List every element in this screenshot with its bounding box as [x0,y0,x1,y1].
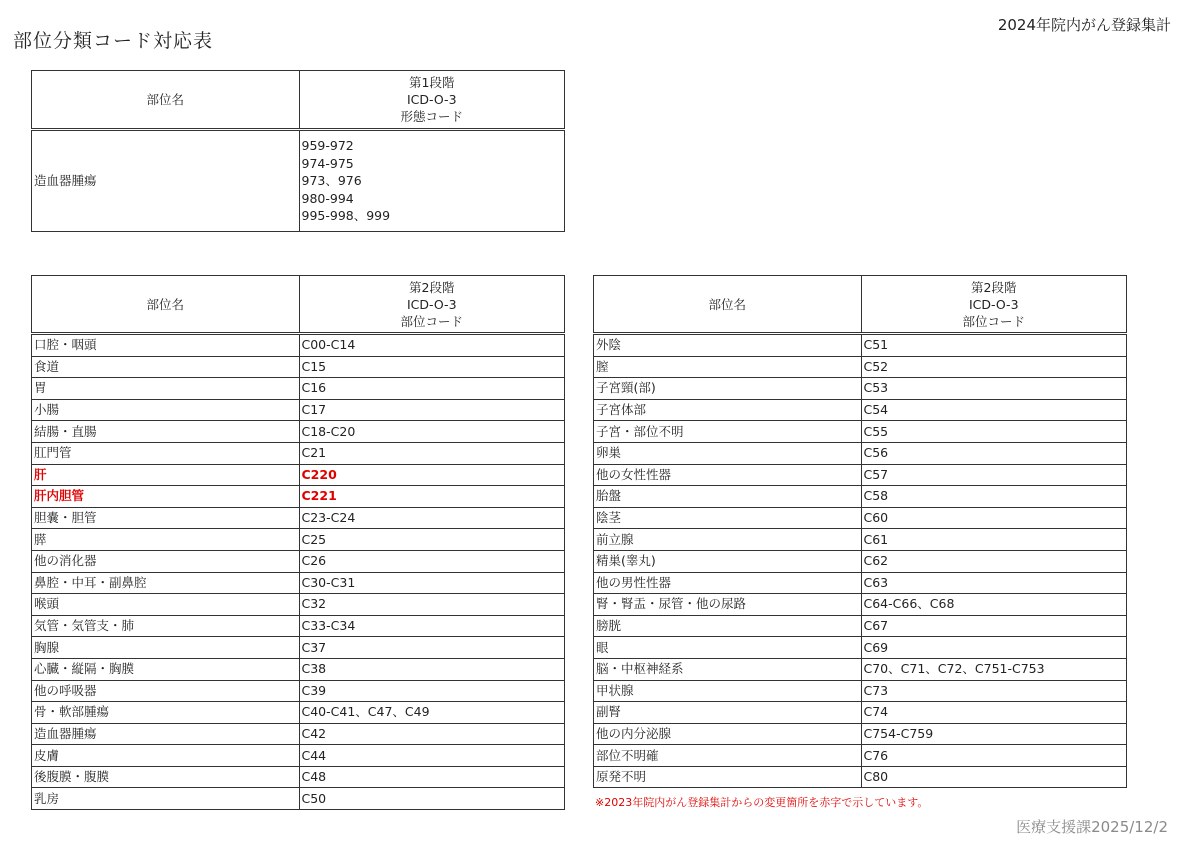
table-row [32,702,565,724]
table-row [594,723,1127,745]
table-row [594,658,1127,680]
site-name-cell: 精巣(睾丸) [594,550,862,572]
table-row [594,356,1127,378]
site-code-cell: C50 [299,788,565,810]
site-code-cell: C37 [299,637,565,659]
site-name-cell: 造血器腫瘍 [32,130,300,232]
site-name-cell: 他の男性性器 [594,572,862,594]
table-row [32,766,565,788]
site-name-cell: 胃 [32,378,300,400]
site-code-cell: C73 [861,680,1127,702]
table-row [594,334,1127,357]
site-name-cell: 小腸 [32,399,300,421]
code-line: 959-972 [301,138,354,154]
site-code-cell: C221 [299,486,565,508]
site-name-cell: 肝内胆管 [32,486,300,508]
table-row [32,130,565,232]
site-code-cell: C57 [861,464,1127,486]
table-row [594,637,1127,659]
site-name-cell: 心臓・縦隔・胸膜 [32,658,300,680]
table-row [32,550,565,572]
site-code-cell: C56 [861,442,1127,464]
site-code-cell: C76 [861,745,1127,767]
site-code-cell: C30-C31 [299,572,565,594]
site-name-cell: 前立腺 [594,529,862,551]
code-line: 980-994 [301,190,354,206]
header-code-line: ICD-O-3 [968,296,1019,312]
header-code-line: 第2段階 [409,279,455,295]
morphology-codes-cell [299,130,565,232]
site-name-cell: 骨・軟部腫瘍 [32,702,300,724]
header-code-line: 部位コード [400,313,463,329]
header-code-line: 部位コード [962,313,1025,329]
header-code [299,71,565,130]
site-name-cell: 眼 [594,637,862,659]
site-name-cell: 他の女性性器 [594,464,862,486]
site-code-cell: C63 [861,572,1127,594]
table-row [594,507,1127,529]
site-name-cell: 子宮頸(部) [594,378,862,400]
site-code-cell: C55 [861,421,1127,443]
table-row [594,442,1127,464]
table-row [594,550,1127,572]
header-site-name: 部位名 [32,71,300,130]
table-row [594,378,1127,400]
site-name-cell: 部位不明確 [594,745,862,767]
table-row [32,486,565,508]
header-code [861,276,1127,334]
site-code-cell: C54 [861,399,1127,421]
header-code [299,276,565,334]
site-name-cell: 造血器腫瘍 [32,723,300,745]
table-row [32,745,565,767]
table-row [32,658,565,680]
table-row [32,680,565,702]
table-row [594,486,1127,508]
change-note: ※2023年院内がん登録集計からの変更箇所を赤字で示しています。 [595,796,929,809]
site-code-cell: C52 [861,356,1127,378]
site-code-cell: C61 [861,529,1127,551]
site-name-cell: 胸腺 [32,637,300,659]
site-name-cell: 原発不明 [594,766,862,788]
site-code-cell: C220 [299,464,565,486]
site-code-cell: C80 [861,766,1127,788]
table-row [594,702,1127,724]
code-line: 974-975 [301,155,354,171]
header-code-line: 第2段階 [971,279,1017,295]
table-row [32,421,565,443]
table-header-row [32,71,565,130]
site-name-cell: 膵 [32,529,300,551]
header-code-line: 形態コード [400,109,463,124]
table-row [32,378,565,400]
header-code-line: ICD-O-3 [406,296,457,312]
code-line: 973、976 [301,173,362,189]
morphology-code-table [31,70,565,232]
site-code-cell: C38 [299,658,565,680]
table-row [32,788,565,810]
site-code-cell: C62 [861,550,1127,572]
site-name-cell: 陰茎 [594,507,862,529]
site-name-cell: 膀胱 [594,615,862,637]
site-code-cell: C00-C14 [299,334,565,357]
site-code-cell: C58 [861,486,1127,508]
site-name-cell: 後腹膜・腹膜 [32,766,300,788]
table-row [32,594,565,616]
table-row [32,464,565,486]
site-code-table-left [31,275,565,810]
site-name-cell: 副腎 [594,702,862,724]
table-row [32,723,565,745]
site-code-cell: C51 [861,334,1127,357]
site-name-cell: 食道 [32,356,300,378]
header-code-line: 第1段階 [409,75,455,90]
table-row [32,399,565,421]
table-row [594,615,1127,637]
site-code-cell: C33-C34 [299,615,565,637]
site-name-cell: 鼻腔・中耳・副鼻腔 [32,572,300,594]
site-code-cell: C26 [299,550,565,572]
site-name-cell: 他の内分泌腺 [594,723,862,745]
site-name-cell: 乳房 [32,788,300,810]
site-code-cell: C69 [861,637,1127,659]
site-name-cell: 子宮体部 [594,399,862,421]
site-code-cell: C53 [861,378,1127,400]
site-name-cell: 結腸・直腸 [32,421,300,443]
site-code-cell: C16 [299,378,565,400]
site-code-cell: C74 [861,702,1127,724]
site-name-cell: 脳・中枢神経系 [594,658,862,680]
site-name-cell: 外陰 [594,334,862,357]
table-row [32,637,565,659]
site-name-cell: 子宮・部位不明 [594,421,862,443]
site-name-cell: 口腔・咽頭 [32,334,300,357]
header-code-line: ICD-O-3 [406,92,457,107]
table-row [32,356,565,378]
site-name-cell: 他の呼吸器 [32,680,300,702]
table-row [594,421,1127,443]
site-code-cell: C23-C24 [299,507,565,529]
report-subtitle: 2024年院内がん登録集計 [997,16,1171,34]
site-code-cell: C64-C66、C68 [861,594,1127,616]
site-code-cell: C15 [299,356,565,378]
site-name-cell: 腎・腎盂・尿管・他の尿路 [594,594,862,616]
table-row [594,464,1127,486]
site-code-cell: C21 [299,442,565,464]
table-row [32,507,565,529]
code-line: 995-998、999 [301,208,391,224]
table-header-row [594,276,1127,334]
site-name-cell: 他の消化器 [32,550,300,572]
site-code-cell: C42 [299,723,565,745]
table-row [32,334,565,357]
site-code-cell: C44 [299,745,565,767]
site-name-cell: 肝 [32,464,300,486]
table-header-row [32,276,565,334]
footer-department-date: 医療支援課2025/12/2 [1016,818,1168,836]
table-row [594,529,1127,551]
site-name-cell: 胎盤 [594,486,862,508]
site-name-cell: 膣 [594,356,862,378]
table-row [594,766,1127,788]
site-name-cell: 卵巣 [594,442,862,464]
table-row [32,442,565,464]
table-row [594,745,1127,767]
table-row [594,680,1127,702]
page-title: 部位分類コード対応表 [13,30,214,52]
site-code-cell: C70、C71、C72、C751-C753 [861,658,1127,680]
site-code-cell: C48 [299,766,565,788]
site-code-cell: C40-C41、C47、C49 [299,702,565,724]
header-site-name: 部位名 [32,276,300,334]
site-name-cell: 気管・気管支・肺 [32,615,300,637]
table-row [594,399,1127,421]
site-code-table-right [593,275,1127,788]
site-code-cell: C32 [299,594,565,616]
header-site-name: 部位名 [594,276,862,334]
site-code-cell: C754-C759 [861,723,1127,745]
table-row [32,572,565,594]
site-name-cell: 喉頭 [32,594,300,616]
site-name-cell: 皮膚 [32,745,300,767]
site-code-cell: C18-C20 [299,421,565,443]
site-name-cell: 胆嚢・胆管 [32,507,300,529]
site-code-cell: C60 [861,507,1127,529]
site-code-cell: C17 [299,399,565,421]
site-code-cell: C25 [299,529,565,551]
site-code-cell: C39 [299,680,565,702]
site-name-cell: 肛門管 [32,442,300,464]
table-row [594,572,1127,594]
table-row [32,529,565,551]
site-code-cell: C67 [861,615,1127,637]
site-name-cell: 甲状腺 [594,680,862,702]
table-row [32,615,565,637]
table-row [594,594,1127,616]
